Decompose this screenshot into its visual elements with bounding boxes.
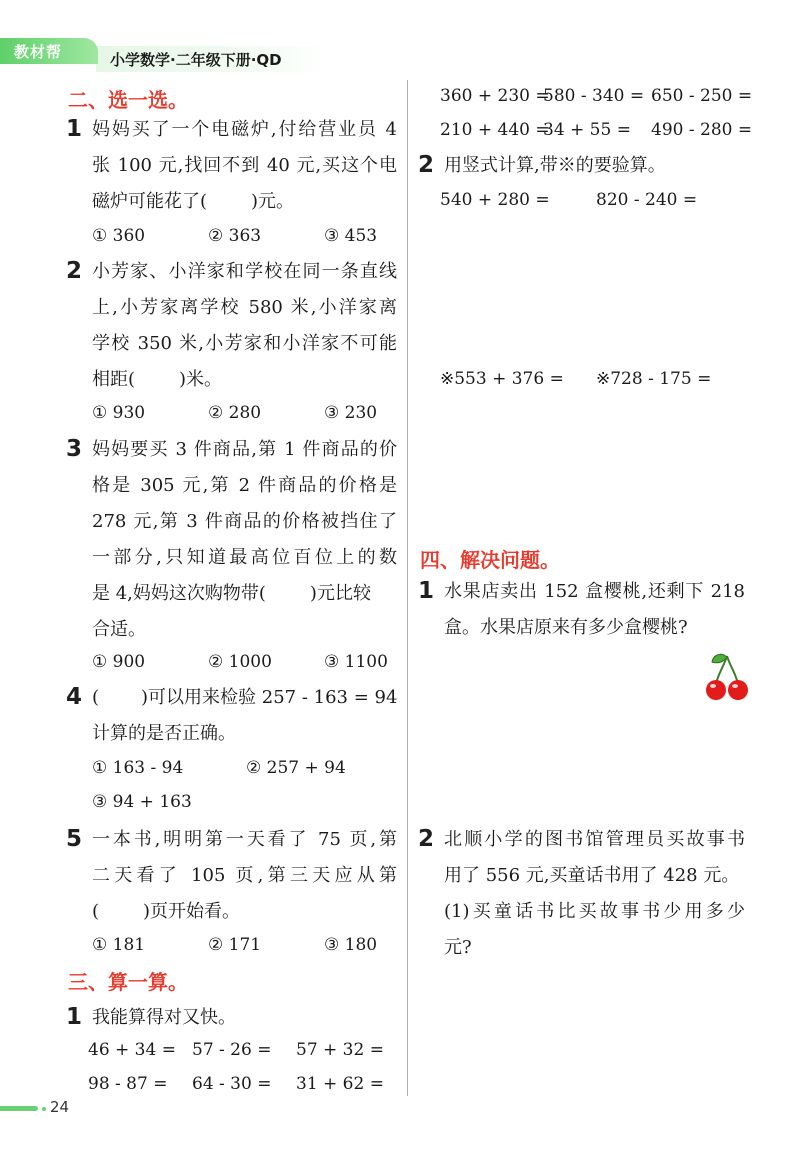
q2-3-option-2[interactable]: ② 1000: [208, 652, 272, 672]
column-divider: [407, 80, 408, 1096]
q2-1-number: 1: [66, 116, 83, 142]
calc-item[interactable]: 98 - 87 =: [88, 1074, 168, 1094]
q2-5-option-1[interactable]: ① 181: [92, 935, 146, 955]
q2-3-line1: 妈妈要买 3 件商品,第 1 件商品的价: [92, 439, 397, 460]
q2-5-tail-a: (: [92, 901, 100, 922]
section3-title: 三、算一算。: [68, 970, 188, 994]
book-subtitle: 小学数学·二年级下册·QD: [110, 51, 282, 69]
header-subtitle-bar: [96, 46, 328, 72]
q2-4-option-1[interactable]: ① 163 - 94: [92, 758, 184, 778]
calc-item[interactable]: 34 + 55 =: [543, 120, 631, 140]
q4-2-line1: 北顺小学的图书馆管理员买故事书: [444, 829, 745, 850]
q4-2-line2: 用了 556 元,买童话书用了 428 元。: [444, 865, 740, 886]
vertical-calc-item[interactable]: ※728 - 175 =: [596, 369, 712, 389]
calc-item[interactable]: 490 - 280 =: [651, 120, 753, 140]
q2-5-number: 5: [66, 826, 83, 852]
q2-3-line2: 格是 305 元,第 2 件商品的价格是: [92, 475, 397, 496]
q2-4-line2: 计算的是否正确。: [92, 723, 236, 744]
calc-item[interactable]: 360 + 230 =: [440, 86, 550, 106]
q2-4-option-2[interactable]: ② 257 + 94: [246, 758, 346, 778]
q2-5-line1: 一本书,明明第一天看了 75 页,第: [92, 829, 397, 850]
q2-2-line4: [92, 368, 222, 392]
q3-1-number: 1: [66, 1004, 83, 1030]
q2-2-option-2[interactable]: ② 280: [208, 403, 262, 423]
calc-item[interactable]: 46 + 34 =: [88, 1040, 176, 1060]
q4-1-line2: 盒。水果店原来有多少盒樱桃?: [444, 617, 688, 638]
q2-1-line3: [92, 190, 294, 214]
vertical-calc-item[interactable]: 540 + 280 =: [440, 190, 550, 210]
q4-1-line1: 水果店卖出 152 盒樱桃,还剩下 218: [444, 581, 745, 602]
q2-2-tail-a: 相距(: [92, 369, 136, 390]
q2-5-line2: 二天看了 105 页,第三天应从第: [92, 865, 397, 886]
q2-1-option-1[interactable]: ① 360: [92, 226, 146, 246]
q2-1-tail-a: 磁炉可能花了(: [92, 191, 208, 212]
q2-4-head-b: )可以用来检验 257 - 163 = 94: [141, 687, 398, 708]
q4-2-line4: 元?: [444, 937, 472, 958]
q2-2-number: 2: [66, 258, 83, 284]
q2-2-line1: 小芳家、小洋家和学校在同一条直线: [92, 261, 397, 282]
q2-4-line1: [92, 686, 397, 710]
q2-2-option-3[interactable]: ③ 230: [324, 403, 378, 423]
q2-5-tail-b: )页开始看。: [143, 901, 241, 922]
q2-4-number: 4: [66, 684, 83, 710]
q2-3-line6: 合适。: [92, 619, 146, 640]
q4-2-line3: (1)买童话书比买故事书少用多少: [444, 901, 745, 922]
q2-4-option-3[interactable]: ③ 94 + 163: [92, 792, 192, 812]
q2-2-tail-b: )米。: [179, 369, 223, 390]
q2-3-tail-a: 是 4,妈妈这次购物带(: [92, 583, 266, 604]
q2-3-number: 3: [66, 436, 83, 462]
q2-3-line3: 278 元,第 3 件商品的价格被挡住了: [92, 511, 397, 532]
q2-5-option-2[interactable]: ② 171: [208, 935, 262, 955]
calc-item[interactable]: 57 + 32 =: [296, 1040, 384, 1060]
section2-title: 二、选一选。: [68, 88, 188, 112]
q2-2-option-1[interactable]: ① 930: [92, 403, 146, 423]
q4-1-number: 1: [418, 578, 435, 604]
calc-item[interactable]: 210 + 440 =: [440, 120, 550, 140]
header-tab-label: 教材帮: [14, 43, 63, 61]
header-tab: [0, 38, 98, 64]
calc-item[interactable]: 650 - 250 =: [651, 86, 753, 106]
q2-3-option-1[interactable]: ① 900: [92, 652, 146, 672]
page-number-bar: [0, 1106, 38, 1111]
q2-2-line3: 学校 350 米,小芳家和小洋家不可能: [92, 333, 397, 354]
q2-3-option-3[interactable]: ③ 1100: [324, 652, 388, 672]
q2-2-line2: 上,小芳家离学校 580 米,小洋家离: [92, 297, 397, 318]
q3-2-text: 用竖式计算,带※的要验算。: [444, 155, 666, 176]
calc-item[interactable]: 31 + 62 =: [296, 1074, 384, 1094]
q2-3-line4: 一部分,只知道最高位百位上的数: [92, 547, 397, 568]
page-number: 24: [50, 1098, 70, 1116]
section4-title: 四、解决问题。: [420, 548, 560, 572]
q3-1-text: 我能算得对又快。: [92, 1007, 236, 1028]
q2-4-head-a: (: [92, 687, 100, 708]
calc-item[interactable]: 64 - 30 =: [192, 1074, 272, 1094]
q2-5-option-3[interactable]: ③ 180: [324, 935, 378, 955]
calc-item[interactable]: 57 - 26 =: [192, 1040, 272, 1060]
page-number-dot: [42, 1107, 46, 1111]
q2-1-option-3[interactable]: ③ 453: [324, 226, 378, 246]
cherry-icon: [704, 652, 750, 704]
vertical-calc-item[interactable]: ※553 + 376 =: [440, 369, 564, 389]
q2-5-line3: [92, 900, 240, 924]
q2-1-tail-b: )元。: [251, 191, 295, 212]
q3-2-number: 2: [418, 152, 435, 178]
q2-3-tail-b: )元比较: [309, 583, 371, 604]
calc-item[interactable]: 580 - 340 =: [543, 86, 645, 106]
q2-3-line5: [92, 582, 371, 606]
vertical-calc-item[interactable]: 820 - 240 =: [596, 190, 698, 210]
q4-2-number: 2: [418, 826, 435, 852]
q2-1-option-2[interactable]: ② 363: [208, 226, 262, 246]
q2-1-line2: 张 100 元,找回不到 40 元,买这个电: [92, 155, 397, 176]
q2-1-line1: 妈妈买了一个电磁炉,付给营业员 4: [92, 119, 397, 140]
